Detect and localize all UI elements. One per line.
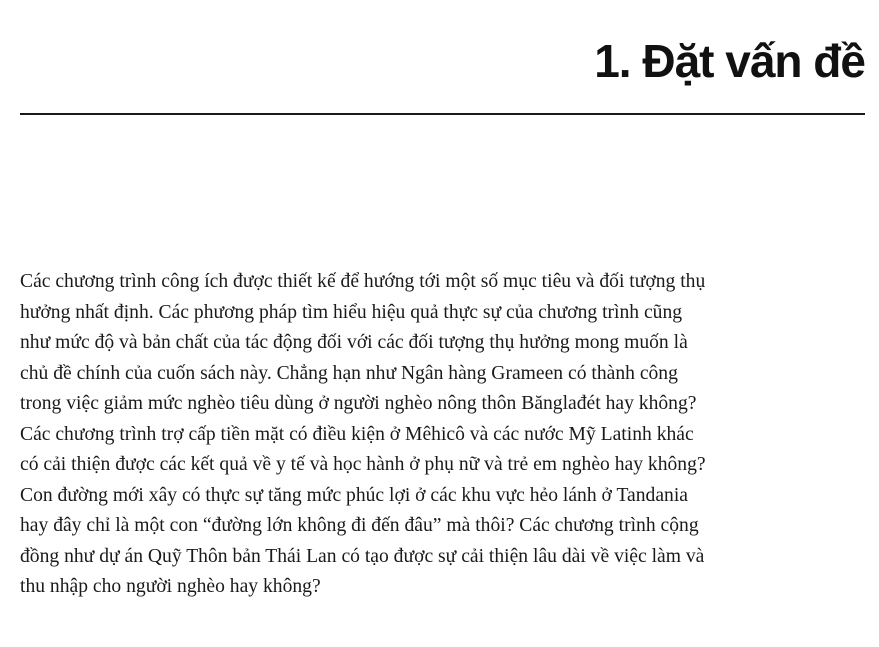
title-divider — [20, 113, 865, 115]
paragraph-line: Con đường mới xây có thực sự tăng mức phúc lợi ở các khu vực hẻo lánh ở Tandania — [20, 484, 688, 506]
paragraph-line: có cải thiện được các kết quả về y tế và học hành ở phụ nữ và trẻ em nghèo hay không? — [20, 454, 706, 475]
paragraph-line: Các chương trình trợ cấp tiền mặt có điều kiện ở Mêhicô và các nước Mỹ Latinh khác — [20, 423, 694, 445]
paragraph-line: thu nhập cho người nghèo hay không? — [20, 576, 321, 597]
paragraph-line: trong việc giảm mức nghèo tiêu dùng ở người nghèo nông thôn Bănglađét hay không? — [20, 393, 697, 414]
paragraph-line: đồng như dự án Quỹ Thôn bản Thái Lan có tạo được sự cải thiện lâu dài về việc làm và — [20, 545, 705, 567]
paragraph-line: Các chương trình công ích được thiết kế để hướng tới một số mục tiêu và đối tượng thụ — [20, 271, 706, 292]
paragraph-line: như mức độ và bản chất của tác động đối với các đối tượng thụ hưởng mong muốn là — [20, 332, 688, 353]
paragraph-line: hưởng nhất định. Các phương pháp tìm hiểu hiệu quả thực sự của chương trình cũng — [20, 301, 683, 323]
page-title: 1. Đặt vấn đề — [594, 35, 865, 87]
body-paragraph — [20, 267, 865, 603]
paragraph-line: chủ đề chính của cuốn sách này. Chẳng hạn như Ngân hàng Grameen có thành công — [20, 362, 678, 384]
paragraph-line: hay đây chỉ là một con “đường lớn không đi đến đâu” mà thôi? Các chương trình cộng — [20, 515, 699, 536]
